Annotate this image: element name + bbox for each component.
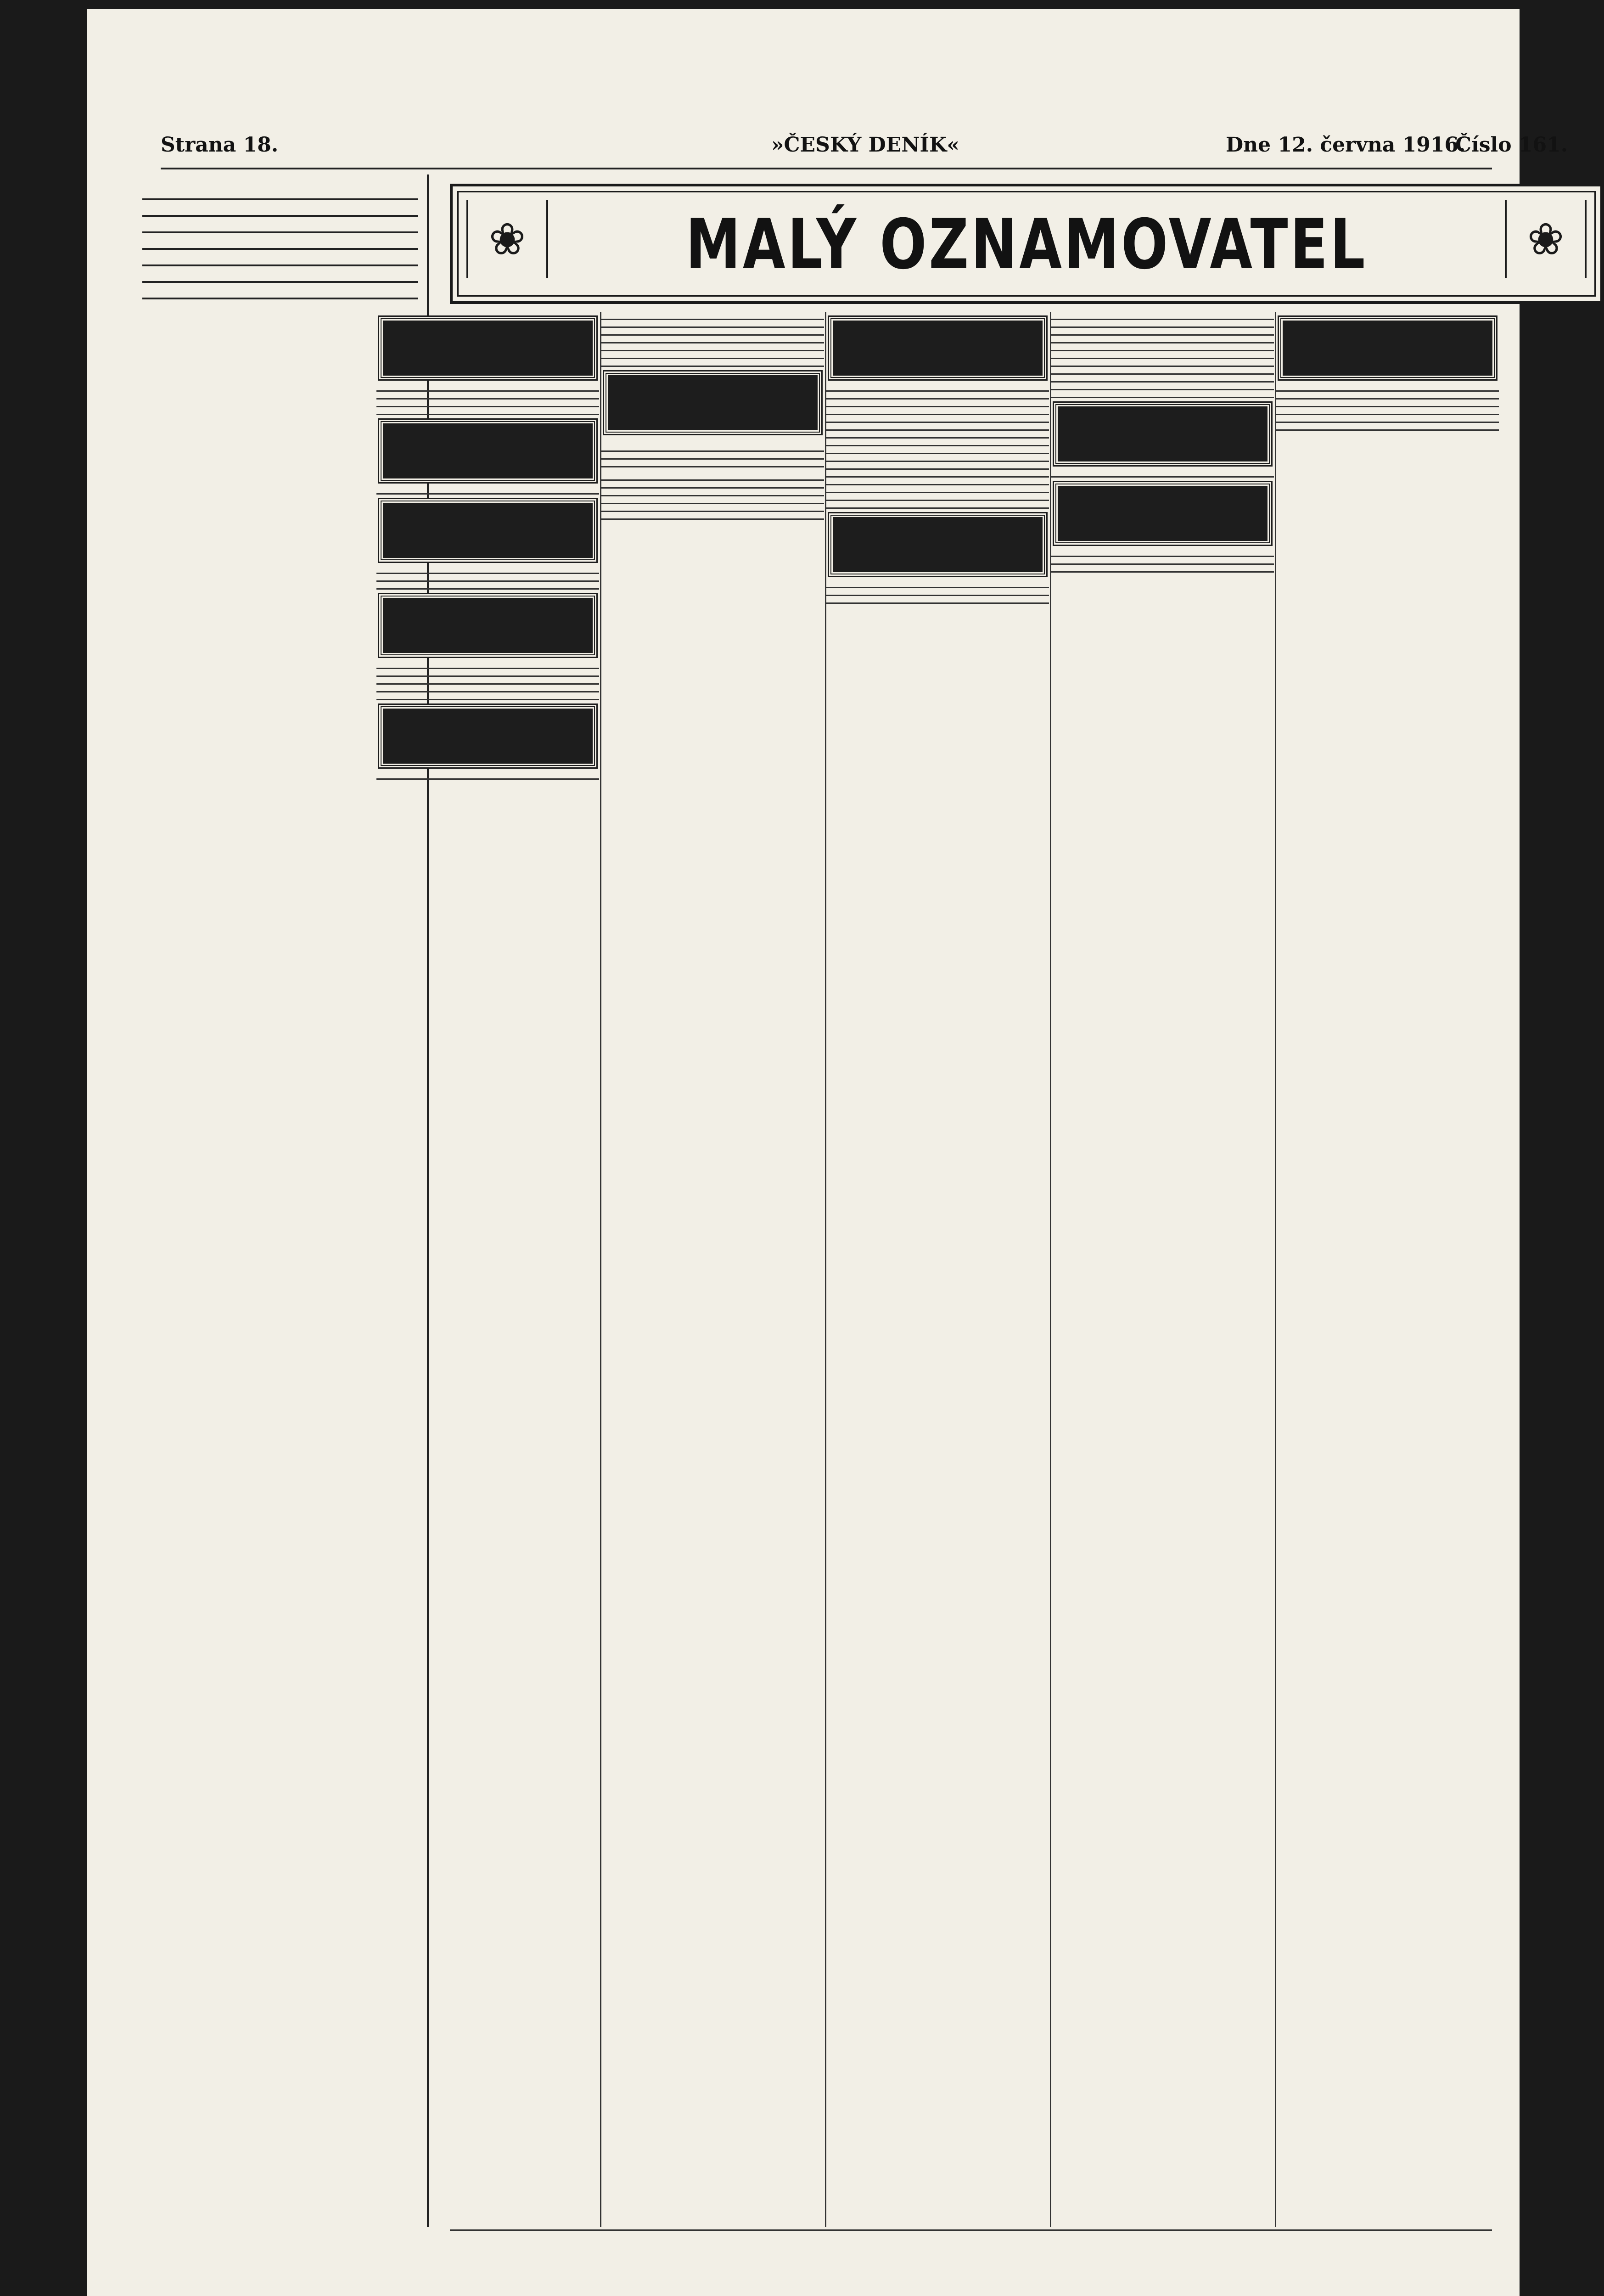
- section-heading: [379, 594, 596, 657]
- classified-ad: [826, 501, 1049, 509]
- classified-ad: [1276, 415, 1499, 423]
- classified-ad: [826, 423, 1049, 431]
- section-heading: [829, 513, 1046, 576]
- classified-ad: [1051, 470, 1274, 478]
- classified-ad: [1051, 383, 1274, 390]
- classified-ad: [826, 446, 1049, 454]
- classified-ad: [1051, 312, 1274, 320]
- section-heading: [379, 705, 596, 767]
- classified-ad: [601, 489, 824, 496]
- section-heading: [1279, 317, 1496, 379]
- classified-ad: [826, 596, 1049, 604]
- classified-ad: [601, 320, 824, 328]
- page-number: Strana 18.: [161, 133, 279, 157]
- classified-ad: [376, 661, 599, 669]
- section-masthead: [450, 184, 1603, 304]
- classified-ad: [1051, 328, 1274, 336]
- section-heading: [379, 420, 596, 482]
- classified-ad: [376, 574, 599, 582]
- classified-ad: [826, 384, 1049, 392]
- classified-ad: [1051, 557, 1274, 565]
- classified-column-4: [1051, 312, 1274, 2227]
- section-heading: [1054, 403, 1271, 465]
- section-heading: [379, 317, 596, 379]
- real-estate-ad: [142, 250, 418, 266]
- classified-ad: [826, 431, 1049, 439]
- section-heading: [379, 499, 596, 562]
- classified-column-3: [826, 312, 1049, 2227]
- classified-ad: [376, 407, 599, 415]
- section-heading: [1054, 482, 1271, 545]
- classified-ad: [376, 384, 599, 392]
- classified-ad: [1276, 400, 1499, 407]
- classified-ad: [376, 772, 599, 780]
- classified-ad: [376, 487, 599, 495]
- classified-ad: [826, 454, 1049, 462]
- header-rule: [161, 168, 1492, 169]
- classified-ad: [1051, 549, 1274, 557]
- classified-ad: [601, 473, 824, 481]
- classified-ad: [601, 444, 824, 452]
- classified-column-2: [601, 312, 824, 2227]
- classified-ad: [826, 400, 1049, 407]
- page-header: [161, 133, 1568, 161]
- column-divider: [600, 312, 601, 2227]
- classified-ad: [1051, 336, 1274, 343]
- classified-ad: [826, 478, 1049, 485]
- classified-ad: [826, 485, 1049, 493]
- classified-ad: [601, 481, 824, 489]
- classified-ad: [376, 566, 599, 574]
- classified-ad: [826, 470, 1049, 478]
- classified-ad: [1051, 320, 1274, 328]
- classified-ad: [601, 343, 824, 351]
- classified-ad: [1051, 367, 1274, 375]
- classified-ad: [826, 439, 1049, 446]
- classified-ad: [826, 462, 1049, 470]
- classified-ad: [826, 415, 1049, 423]
- bottom-rule: [450, 2229, 1492, 2231]
- issue-number: Číslo 161.: [1455, 133, 1568, 157]
- section-heading: [604, 371, 821, 434]
- classified-ad: [601, 512, 824, 520]
- classified-ad: [601, 460, 824, 467]
- section-heading: [829, 317, 1046, 379]
- classified-ad: [1276, 407, 1499, 415]
- flower-ornament-icon: ❀: [1505, 200, 1587, 278]
- classified-ad: [376, 685, 599, 692]
- real-estate-ad: [142, 217, 418, 233]
- classified-ad: [376, 392, 599, 400]
- classified-column-5: [1276, 312, 1499, 2227]
- classified-ad: [601, 359, 824, 367]
- column-divider: [825, 312, 826, 2227]
- classified-ad: [826, 493, 1049, 501]
- classified-ad: [376, 669, 599, 677]
- newspaper-name: »ČESKÝ DENÍK«: [771, 133, 959, 157]
- classified-ad: [601, 328, 824, 336]
- classified-ad: [601, 504, 824, 512]
- classified-ad: [601, 351, 824, 359]
- real-estate-ad: [142, 200, 418, 217]
- classified-ad: [601, 312, 824, 320]
- section-title: MALÝ OZNAMOVATEL: [685, 205, 1368, 285]
- real-estate-ad: [142, 184, 418, 200]
- subsection-heading: [601, 439, 824, 444]
- classified-ad: [826, 588, 1049, 596]
- classified-ad: [1276, 392, 1499, 400]
- classified-ad: [1051, 565, 1274, 573]
- classified-ad: [1276, 423, 1499, 431]
- classified-ad: [1051, 390, 1274, 398]
- classified-ad: [826, 407, 1049, 415]
- classified-ad: [601, 496, 824, 504]
- real-estate-ad: [142, 233, 418, 250]
- classified-ad: [826, 580, 1049, 588]
- classified-column-1: [376, 312, 599, 2227]
- classified-ad: [376, 582, 599, 590]
- issue-date: Dne 12. června 1916.: [1226, 133, 1466, 157]
- real-estate-ad: [142, 283, 418, 299]
- column-divider: [1050, 312, 1051, 2227]
- column-divider: [1275, 312, 1276, 2227]
- classified-ad: [1276, 384, 1499, 392]
- classified-ad: [376, 677, 599, 685]
- newspaper-page: [87, 9, 1568, 2296]
- flower-ornament-icon: ❀: [466, 200, 548, 278]
- classified-ad: [601, 452, 824, 460]
- subsection-heading: [601, 467, 824, 473]
- classified-ad: [601, 336, 824, 343]
- classified-ad: [1051, 375, 1274, 383]
- classified-ad: [376, 400, 599, 407]
- classified-ad: [1051, 359, 1274, 367]
- classified-ad: [826, 392, 1049, 400]
- classified-ad: [1051, 351, 1274, 359]
- classified-ad: [1051, 343, 1274, 351]
- classified-ad: [376, 692, 599, 700]
- real-estate-ad: [142, 266, 418, 283]
